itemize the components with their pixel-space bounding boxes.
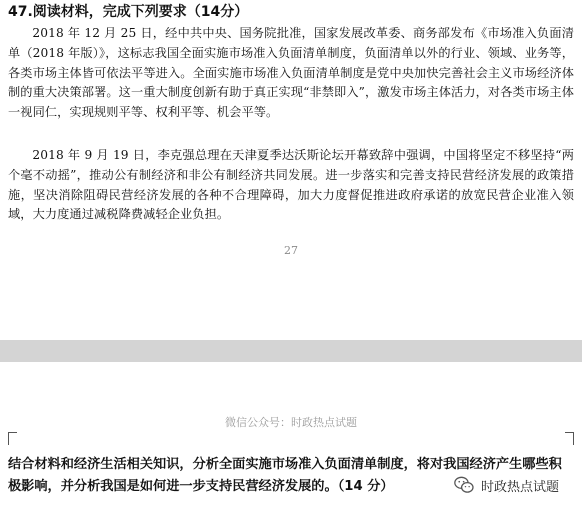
header-watermark: 微信公众号：时政热点试题 [225, 416, 357, 429]
material-paragraph-1: 2018 年 12 月 25 日，经中共中央、国务院批准，国家发展改革委、商务部发布《市场准入负面清单（2018 年版）》，这标志我国全面实施市场准入负面清单制度，负面清单以外的行业、领域、业务等，各类市场主体皆可依法平等进入。全面实施市场准入负面清单制度是党中央加快完善社会主义市场经济体制的重大决策部署。这一重大制度创新有助于真正实现“非禁即入”，激发市场主体活力，对各类市场主体一视同仁，实现规则平等、权利平等、机会平等。 [8, 26, 574, 120]
crop-mark-left [8, 432, 17, 445]
wechat-account-name: 时政热点试题 [481, 479, 560, 495]
question-title: 47.阅读材料，完成下列要求（14分） [8, 4, 249, 20]
material-paragraph-2: 2018 年 9 月 19 日，李克强总理在天津夏季达沃斯论坛开幕致辞中强调，中国将坚定不移坚持“两个毫不动摇”，推动公有制经济和非公有制经济共同发展。进一步落实和完善支持民营经济发展的政策措施，坚决消除阻碍民营经济发展的各种不合理障碍，加大力度督促推进政府承诺的放宽民营企业准入领域，大力度通过减税降费减轻企业负担。 [8, 148, 574, 222]
page-number: 27 [284, 244, 298, 257]
crop-mark-right [565, 432, 574, 445]
page-separator [0, 340, 582, 362]
wechat-account-badge [449, 472, 567, 498]
question-prompt: 结合材料和经济生活相关知识，分析全面实施市场准入负面清单制度，将对我国经济产生哪些积极影响，并分析我国是如何进一步支持民营经济发展的。（14 分） [8, 457, 562, 494]
wechat-icon [453, 474, 475, 496]
